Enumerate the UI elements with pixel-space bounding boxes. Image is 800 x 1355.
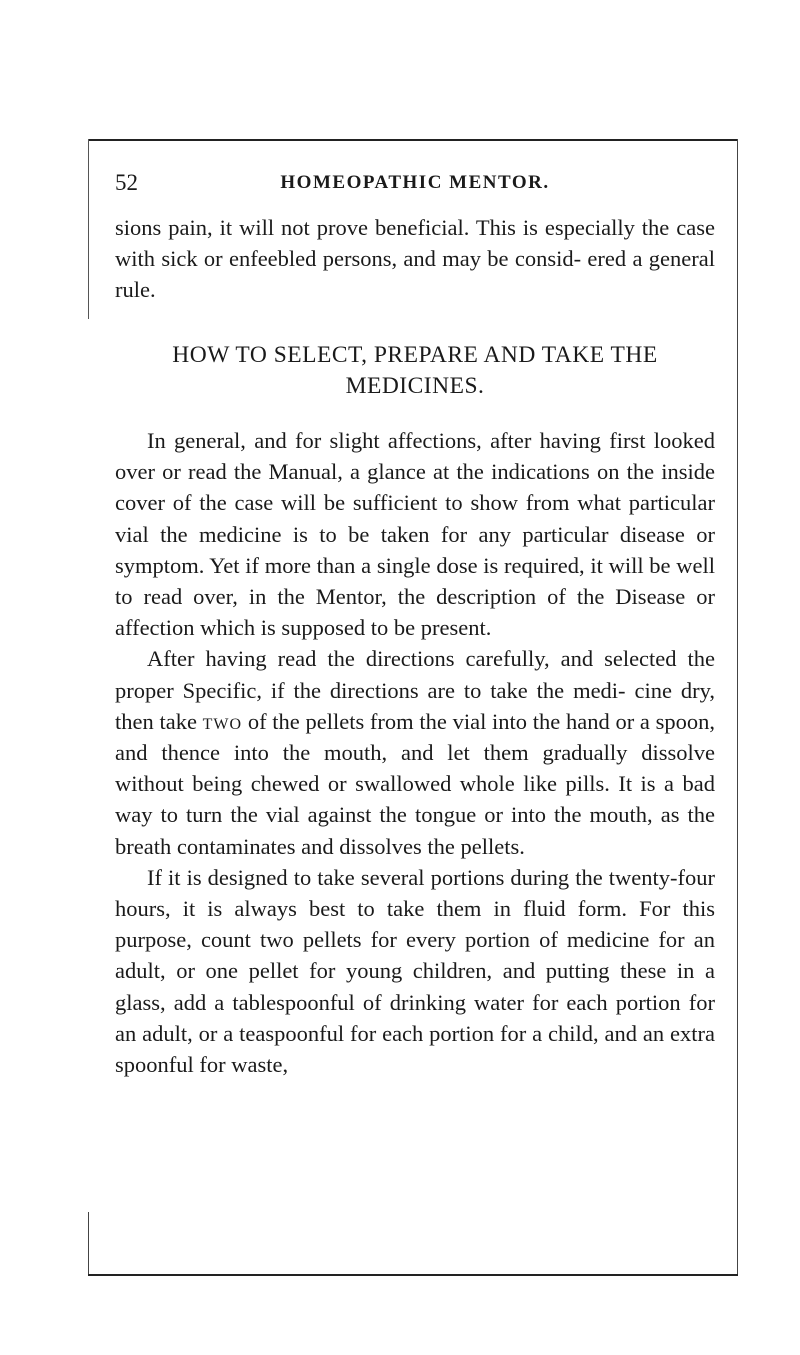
page-frame-top-rule (88, 139, 738, 141)
paragraph-directions-emphasis: two (202, 708, 243, 734)
opening-paragraph: sions pain, it will not prove beneficial. This is especially the case with sick or enfeebled persons, and may be consid- ered a general rule. (115, 215, 715, 303)
section-heading: HOW TO SELECT, PREPARE AND TAKE THE MEDICINES. (172, 342, 658, 399)
running-title: HOMEOPATHIC MENTOR. (280, 172, 550, 193)
paragraph-fluid-form: If it is designed to take several portions during the twenty-four hours, it is always best to take them in fluid form. For this purpose, count two pellets for every portion of medicine for an adult, or one pellet for young children, and putting these in a glass, add a tablespoonful of drinking water for each portion for an adult, or a teaspoonful for each portion for a child, and an extra spoonful for waste, (115, 864, 715, 1078)
page-frame-right-rule (737, 139, 738, 1275)
page-frame-left-rule (88, 139, 89, 319)
page-number: 52 (115, 170, 138, 195)
page-header (115, 168, 715, 198)
body-text (115, 425, 715, 1080)
page-frame-bottom-rule (88, 1274, 738, 1276)
paragraph-general: In general, and for slight affections, after having first looked over or read the Manual, a glance at the indications on the inside cover of the case will be sufficient to show from what particular vial the medicine is to be taken for any particular disease or symptom. Yet if more than a single dose is required, it will be well to read over, in the Mentor, the description of the Disease or affection which is supposed to be present. (115, 428, 715, 641)
page-frame-left-rule-lower (88, 1212, 89, 1275)
paragraph-directions-before: After having read the directions carefully, and selected the proper Specific, if the directions are to take the medi- cine dry, then take (115, 646, 715, 734)
paragraph-directions-after: of the pellets from the vial into the hand or a spoon, and thence into the mouth, and let them gradually dissolve without being chewed or swallowed whole like pills. It is a bad way to turn the vial against the tongue or into the mouth, as the breath contaminates and dissolves the pellets. (115, 708, 715, 859)
paragraph-directions (115, 643, 715, 861)
